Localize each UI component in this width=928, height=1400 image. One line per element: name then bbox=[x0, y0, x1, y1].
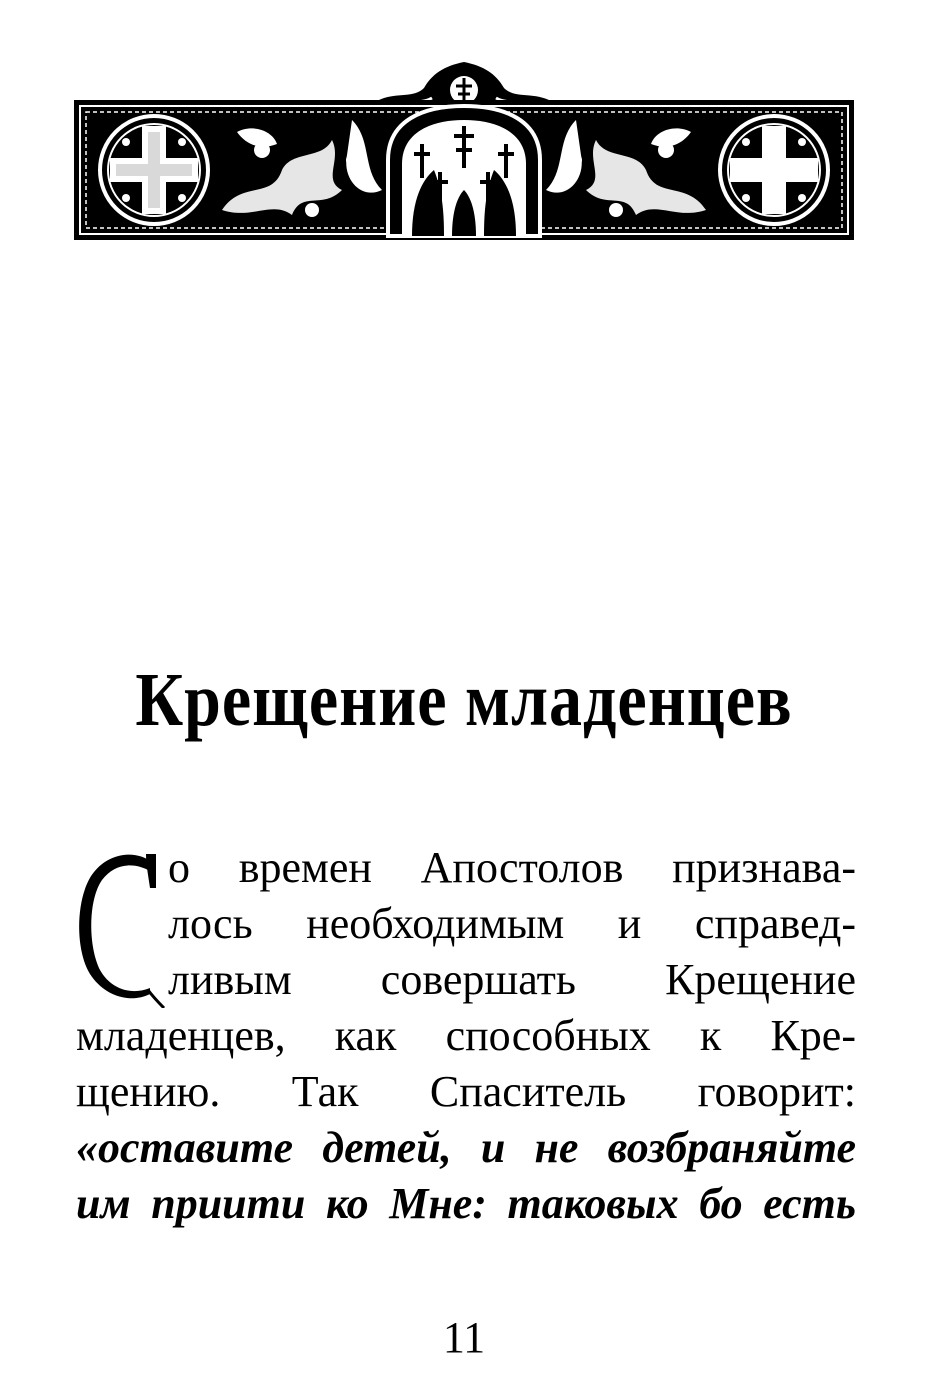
cross-medallion-right-icon bbox=[720, 116, 828, 224]
page-number: 11 bbox=[442, 1313, 486, 1362]
chapter-title: Крещение младенцев bbox=[135, 658, 793, 743]
drop-cap-letter bbox=[66, 848, 166, 1008]
quote-line-2: им приити ко Мне: таковых бо есть bbox=[76, 1179, 856, 1228]
paragraph-line-3: ливым совершать Крещение bbox=[168, 955, 856, 1004]
paragraph-line-1: о времен Апостолов признава- bbox=[168, 843, 856, 892]
paragraph-line-2: лось необходимым и справед- bbox=[168, 899, 856, 948]
paragraph-line-4: младенцев, как способных к Кре- bbox=[76, 1011, 856, 1060]
paragraph-line-5: щению. Так Спаситель говорит: bbox=[76, 1067, 856, 1116]
quote-line-1: «оставите детей, и не возбраняйте bbox=[76, 1123, 856, 1172]
cross-medallion-left-icon bbox=[100, 116, 208, 224]
ornamental-headpiece bbox=[72, 60, 856, 242]
central-arch-crosses-icon bbox=[388, 106, 540, 236]
